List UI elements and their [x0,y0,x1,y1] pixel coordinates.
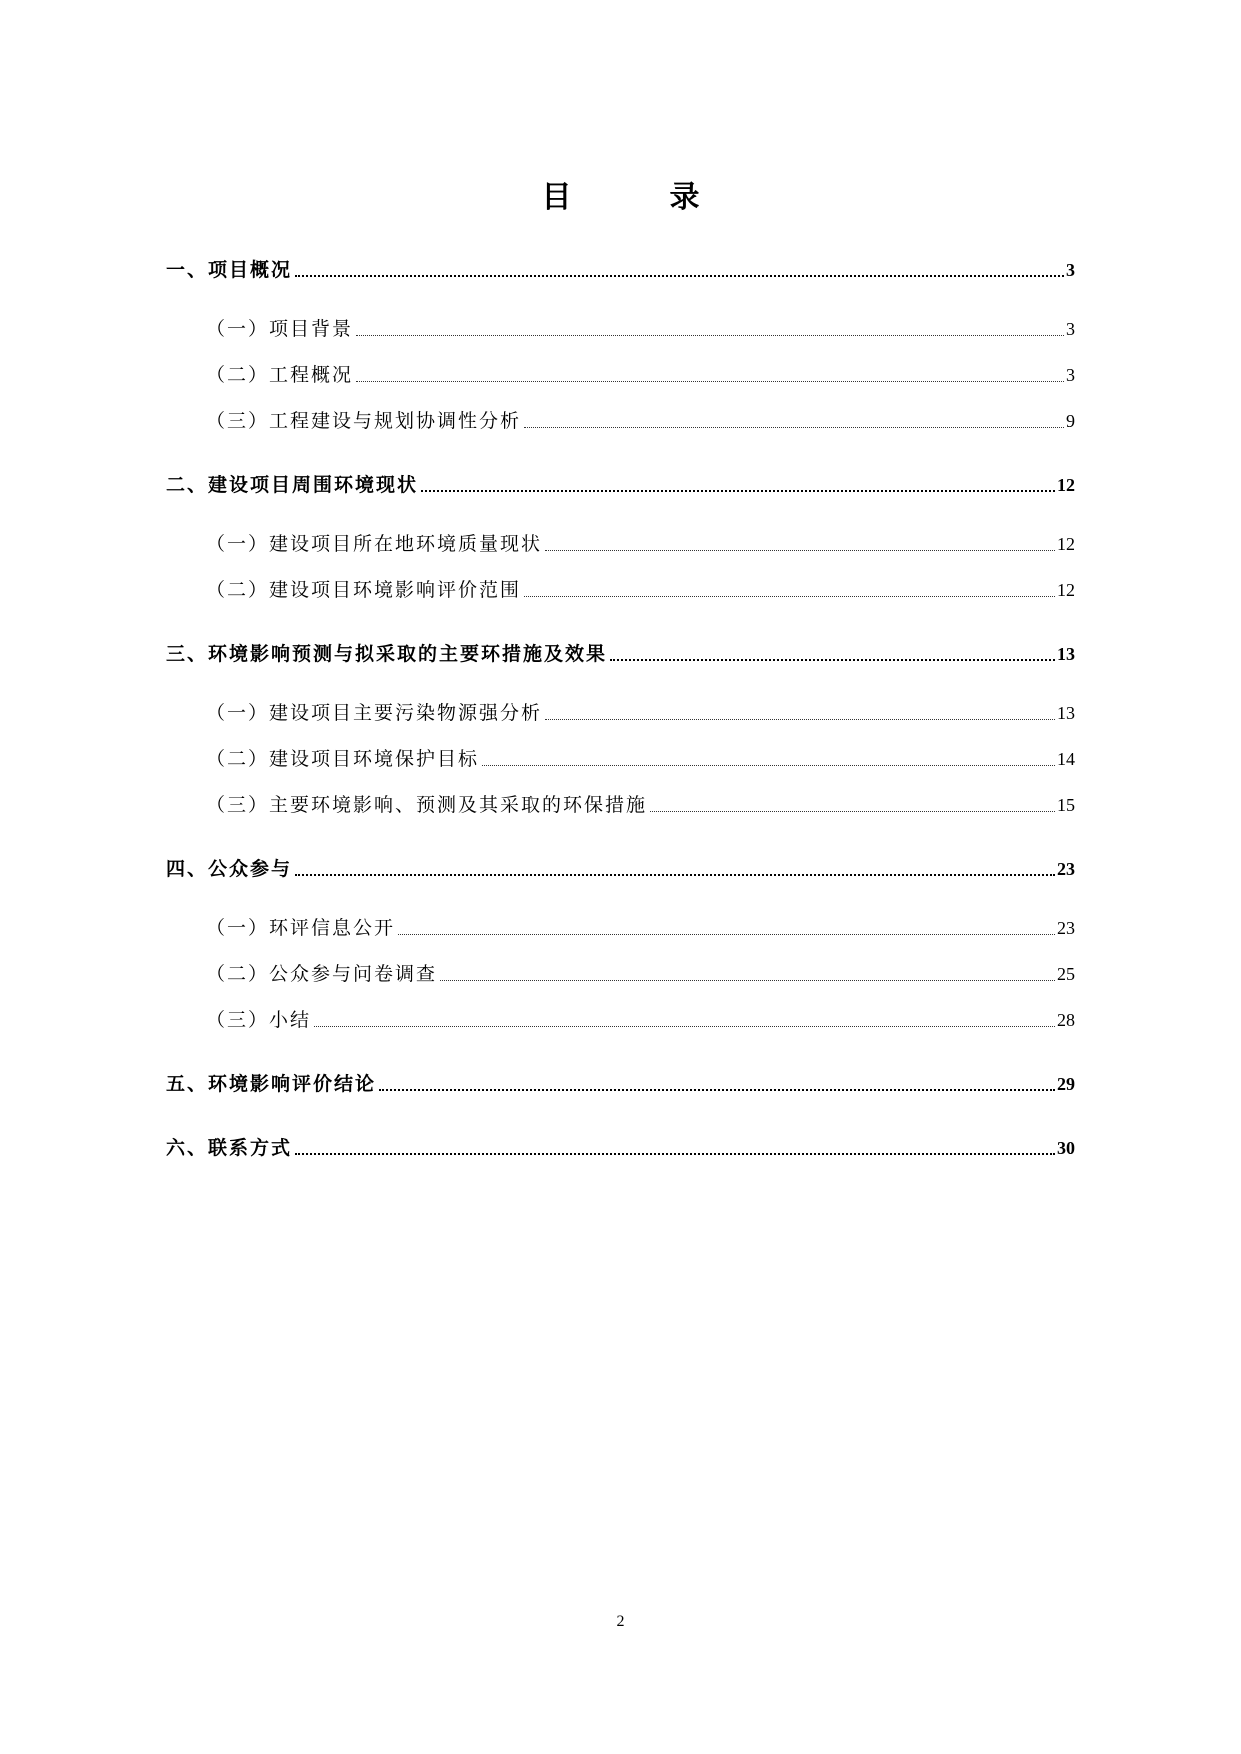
toc-dot-leader [314,1026,1055,1027]
toc-entry-page: 13 [1057,703,1075,723]
toc-entry-page: 30 [1057,1138,1075,1158]
toc-entry-page: 12 [1057,580,1075,600]
toc-entry-planning-coordination[interactable] [206,408,1075,434]
toc-entry-label: （二）工程概况 [206,364,354,386]
toc-entry-page: 12 [1057,534,1075,554]
toc-entry-engineering-overview[interactable] [206,362,1075,388]
toc-entry-label: （二）建设项目环境影响评价范围 [206,579,522,601]
toc-entry-label: （三）工程建设与规划协调性分析 [206,410,522,432]
toc-dot-leader [524,596,1055,597]
toc-entry-page: 23 [1057,859,1075,879]
toc-entry-page: 28 [1057,1010,1075,1030]
toc-entry-page: 3 [1066,365,1075,385]
toc-dot-leader [295,1153,1055,1155]
toc-entry-label: （三）主要环境影响、预测及其采取的环保措施 [206,794,648,816]
toc-entry-information-disclosure[interactable] [206,915,1075,941]
toc-dot-leader [440,980,1055,981]
toc-entry-page: 13 [1057,644,1075,664]
toc-entry-pollutant-source[interactable] [206,700,1075,726]
toc-entry-page: 15 [1057,795,1075,815]
toc-entry-environment-status[interactable] [166,472,1075,498]
toc-entry-label: 一、项目概况 [166,259,293,281]
toc-dot-leader [650,811,1055,812]
toc-entry-label: 五、环境影响评价结论 [166,1073,377,1095]
toc-dot-leader [295,874,1055,876]
toc-entry-project-overview[interactable] [166,257,1075,283]
toc-entry-conclusion[interactable] [166,1071,1075,1097]
toc-entry-project-background[interactable] [206,316,1075,342]
toc-entry-page: 25 [1057,964,1075,984]
toc-dot-leader [545,719,1055,720]
toc-entry-label: （一）项目背景 [206,318,354,340]
toc-entry-public-participation[interactable] [166,856,1075,882]
page-title: 目 录 [541,180,734,215]
toc-entry-label: （二）公众参与问卷调查 [206,963,438,985]
toc-entry-label: （二）建设项目环境保护目标 [206,748,480,770]
toc-entry-protection-targets[interactable] [206,746,1075,772]
toc-entry-questionnaire[interactable] [206,961,1075,987]
toc-entry-page: 9 [1066,411,1075,431]
toc-entry-page: 29 [1057,1074,1075,1094]
toc-entry-label: 三、环境影响预测与拟采取的主要环措施及效果 [166,643,608,665]
toc-entry-assessment-scope[interactable] [206,577,1075,603]
toc-entry-quality-status[interactable] [206,531,1075,557]
toc-entry-page: 23 [1057,918,1075,938]
toc-dot-leader [356,335,1064,336]
toc-dot-leader [524,427,1064,428]
toc-entry-label: （一）建设项目主要污染物源强分析 [206,702,543,724]
toc-dot-leader [295,275,1064,277]
toc-entry-label: 六、联系方式 [166,1137,293,1159]
toc-dot-leader [379,1089,1055,1091]
toc-entry-page: 14 [1057,749,1075,769]
toc-dot-leader [421,490,1055,492]
toc-entry-impact-prediction[interactable] [166,641,1075,667]
toc-entry-page: 3 [1066,260,1075,280]
toc-entry-contact[interactable] [166,1135,1075,1161]
toc-entry-page: 12 [1057,475,1075,495]
toc-entry-label: 四、公众参与 [166,858,293,880]
toc-entry-label: （三）小结 [206,1009,312,1031]
toc-entry-label: （一）建设项目所在地环境质量现状 [206,533,543,555]
toc-dot-leader [545,550,1055,551]
toc-entry-label: 二、建设项目周围环境现状 [166,474,419,496]
toc-dot-leader [610,659,1055,661]
page-number: 2 [616,1613,625,1630]
toc-entry-protection-measures[interactable] [206,792,1075,818]
toc-dot-leader [482,765,1055,766]
toc-entry-summary[interactable] [206,1007,1075,1033]
toc-entry-page: 3 [1066,319,1075,339]
toc-dot-leader [356,381,1064,382]
toc-dot-leader [398,934,1055,935]
toc-entry-label: （一）环评信息公开 [206,917,396,939]
